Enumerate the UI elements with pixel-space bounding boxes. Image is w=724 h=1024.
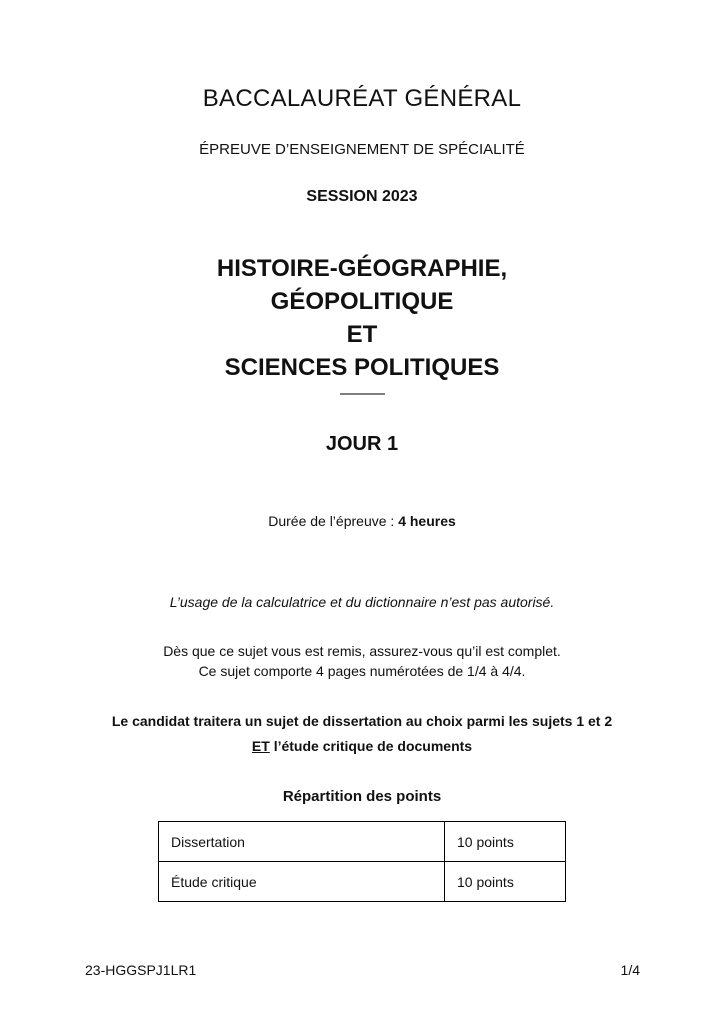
- calculator-notice: L’usage de la calculatrice et du dictionnaire n’est pas autorisé.: [169, 594, 555, 610]
- points-distribution-title: Répartition des points: [282, 788, 442, 805]
- table-row: [159, 862, 566, 902]
- subject-cell: Dissertation: [159, 822, 445, 862]
- day-label: JOUR 1: [325, 433, 399, 455]
- page-number: 1/4: [620, 962, 640, 978]
- subject-title-line-4: SCIENCES POLITIQUES: [224, 354, 500, 381]
- table-row: [159, 822, 566, 862]
- points-table: [158, 821, 566, 902]
- candidate-instruction-line-2-rest: l’étude critique de documents: [269, 738, 473, 754]
- completeness-notice-line-2: Ce sujet comporte 4 pages numérotées de 1/4 à 4/4.: [198, 662, 526, 679]
- subject-title: [0, 252, 724, 384]
- duration-value: 4 heures: [398, 513, 456, 529]
- page-footer: [85, 961, 640, 979]
- duration-label: Durée de l’épreuve :: [268, 513, 399, 529]
- candidate-instruction-line-2: [0, 737, 724, 755]
- exam-type-subtitle: ÉPREUVE D’ENSEIGNEMENT DE SPÉCIALITÉ: [199, 141, 525, 158]
- exam-title: BACCALAURÉAT GÉNÉRAL: [202, 85, 522, 112]
- subject-title-line-3: ET: [346, 321, 378, 348]
- section-divider: [340, 393, 385, 395]
- candidate-instructions: [0, 712, 724, 755]
- completeness-notice-line-1: Dès que ce sujet vous est remis, assurez-vous qu’il est complet.: [163, 643, 561, 659]
- candidate-instruction-line-1: Le candidat traitera un sujet de dissertation au choix parmi les sujets 1 et 2: [111, 713, 613, 729]
- subject-title-line-2: GÉOPOLITIQUE: [270, 288, 454, 315]
- duration-line: [0, 512, 724, 530]
- document-reference: 23-HGGSPJ1LR1: [85, 962, 197, 978]
- completeness-notice: [0, 642, 724, 681]
- subject-title-line-1: HISTOIRE-GÉOGRAPHIE,: [216, 255, 508, 282]
- et-emphasis: ET: [251, 738, 270, 754]
- subject-cell: Étude critique: [159, 862, 445, 902]
- session-label: SESSION 2023: [306, 188, 418, 205]
- points-cell: 10 points: [445, 822, 566, 862]
- points-cell: 10 points: [445, 862, 566, 902]
